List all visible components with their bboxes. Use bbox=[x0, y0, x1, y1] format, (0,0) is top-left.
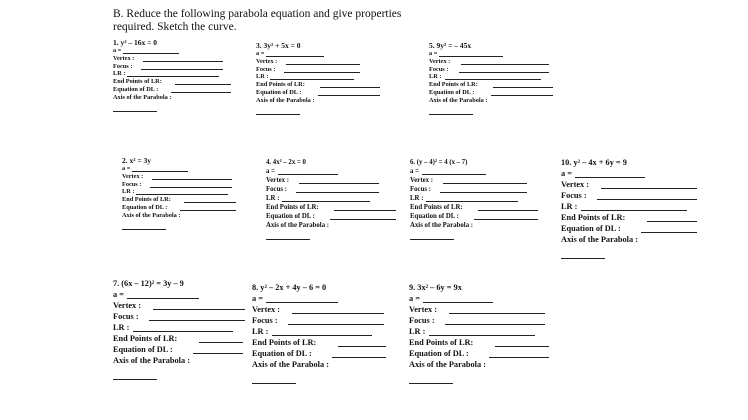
dl-row bbox=[256, 89, 426, 97]
vertex-row bbox=[256, 58, 426, 66]
focus-label: Focus : bbox=[266, 186, 287, 193]
a-answer-line[interactable] bbox=[422, 174, 486, 175]
axis-answer-line[interactable] bbox=[252, 383, 296, 384]
problem-10 bbox=[561, 157, 731, 259]
dl-answer-line[interactable] bbox=[330, 219, 396, 220]
dl-row bbox=[409, 348, 579, 359]
endpoints-answer-line[interactable] bbox=[495, 346, 549, 347]
problem-8 bbox=[252, 282, 404, 384]
axis-label: Axis of the Parabola : bbox=[122, 211, 181, 219]
focus-row bbox=[256, 66, 426, 74]
lr-label: LR : bbox=[113, 70, 126, 78]
endpoints-label: End Points of LR: bbox=[113, 334, 178, 343]
lr-answer-line[interactable] bbox=[429, 335, 535, 336]
problem-equation: 5. 9y² = – 45x bbox=[429, 41, 472, 50]
dl-answer-line[interactable] bbox=[332, 357, 386, 358]
focus-label: Focus : bbox=[410, 186, 431, 193]
focus-answer-line[interactable] bbox=[597, 199, 697, 200]
dl-label: Equation of DL : bbox=[113, 345, 173, 354]
problem-6 bbox=[410, 158, 580, 240]
endpoints-label: End Points of LR: bbox=[429, 81, 478, 89]
axis-answer-line[interactable] bbox=[113, 379, 157, 380]
lr-label: LR : bbox=[561, 202, 578, 211]
a-row bbox=[409, 293, 579, 304]
focus-row bbox=[409, 315, 579, 326]
dl-answer-line[interactable] bbox=[193, 353, 243, 354]
a-label: a = bbox=[409, 294, 420, 303]
focus-row bbox=[561, 190, 731, 201]
problem-equation: 4. 4x² – 2x = 0 bbox=[266, 159, 306, 166]
focus-label: Focus : bbox=[113, 312, 139, 321]
lr-label: LR : bbox=[266, 195, 280, 202]
a-label: a = bbox=[266, 168, 275, 175]
focus-label: Focus : bbox=[561, 191, 587, 200]
endpoints-row bbox=[252, 337, 404, 348]
endpoints-row bbox=[409, 337, 579, 348]
axis-answer-line[interactable] bbox=[429, 114, 473, 115]
dl-row bbox=[429, 89, 599, 97]
dl-label: Equation of DL : bbox=[409, 349, 469, 358]
vertex-label: Vertex : bbox=[113, 54, 135, 62]
instructions-line-2: required. Sketch the curve. bbox=[113, 21, 237, 33]
endpoints-label: End Points of LR: bbox=[266, 204, 319, 211]
axis-answer-line[interactable] bbox=[410, 239, 454, 240]
focus-label: Focus : bbox=[409, 316, 435, 325]
a-answer-line[interactable] bbox=[423, 302, 493, 303]
axis-answer-line[interactable] bbox=[122, 229, 166, 230]
axis-label: Axis of the Parabola : bbox=[113, 93, 172, 101]
focus-answer-line[interactable] bbox=[440, 192, 527, 193]
axis-label: Axis of the Parabola : bbox=[252, 360, 329, 369]
axis-label: Axis of the Parabola : bbox=[561, 235, 638, 244]
axis-answer-line[interactable] bbox=[409, 383, 453, 384]
endpoints-label: End Points of LR: bbox=[122, 196, 171, 204]
axis-row bbox=[429, 97, 599, 105]
lr-row bbox=[410, 194, 580, 203]
a-row bbox=[561, 168, 731, 179]
endpoints-label: End Points of LR: bbox=[113, 78, 162, 86]
lr-row bbox=[409, 326, 579, 337]
focus-answer-line[interactable] bbox=[296, 192, 379, 193]
dl-label: Equation of DL : bbox=[410, 213, 459, 220]
endpoints-row bbox=[256, 81, 426, 89]
dl-label: Equation of DL : bbox=[429, 88, 475, 96]
focus-row bbox=[252, 315, 404, 326]
axis-label: Axis of the Parabola : bbox=[410, 222, 474, 229]
vertex-label: Vertex : bbox=[122, 172, 144, 180]
dl-answer-line[interactable] bbox=[474, 219, 538, 220]
problem-equation: 6. (y – 4)² = 4 (x – 7) bbox=[410, 159, 468, 166]
lr-answer-line[interactable] bbox=[581, 210, 687, 211]
vertex-answer-line[interactable] bbox=[601, 188, 697, 189]
focus-label: Focus : bbox=[256, 65, 276, 73]
dl-label: Equation of DL : bbox=[561, 224, 621, 233]
endpoints-answer-line[interactable] bbox=[199, 342, 243, 343]
axis-row bbox=[561, 234, 731, 245]
vertex-answer-line[interactable] bbox=[153, 309, 245, 310]
lr-label: LR : bbox=[252, 327, 269, 336]
a-label: a = bbox=[410, 168, 419, 175]
a-label: a = bbox=[113, 290, 124, 299]
vertex-row bbox=[410, 176, 580, 185]
problem-equation: 3. 3y² + 5x = 0 bbox=[256, 41, 301, 50]
vertex-label: Vertex : bbox=[113, 301, 142, 310]
problem-5 bbox=[429, 41, 599, 115]
a-label: a = bbox=[113, 47, 122, 54]
lr-answer-line[interactable] bbox=[133, 331, 233, 332]
a-answer-line[interactable] bbox=[266, 302, 338, 303]
a-row bbox=[429, 50, 599, 58]
a-label: a = bbox=[122, 165, 131, 172]
focus-row bbox=[410, 185, 580, 194]
focus-answer-line[interactable] bbox=[445, 324, 545, 325]
problem-3 bbox=[256, 41, 426, 115]
lr-row bbox=[429, 73, 599, 81]
vertex-label: Vertex : bbox=[256, 57, 278, 65]
axis-label: Axis of the Parabola : bbox=[113, 356, 190, 365]
vertex-label: Vertex : bbox=[409, 305, 438, 314]
lr-answer-line[interactable] bbox=[282, 201, 370, 202]
endpoints-label: End Points of LR: bbox=[256, 81, 305, 89]
problem-equation: 9. 3x² – 6y = 9x bbox=[409, 283, 462, 292]
dl-row bbox=[410, 212, 580, 221]
worksheet-header bbox=[113, 8, 401, 34]
problem-equation: 2. x² = 3y bbox=[122, 156, 152, 165]
lr-label: LR : bbox=[113, 323, 130, 332]
axis-row bbox=[410, 221, 580, 230]
lr-row bbox=[252, 326, 404, 337]
endpoints-label: End Points of LR: bbox=[252, 338, 317, 347]
a-answer-line[interactable] bbox=[278, 174, 338, 175]
axis-answer-line[interactable] bbox=[113, 111, 157, 112]
endpoints-label: End Points of LR: bbox=[561, 213, 626, 222]
dl-label: Equation of DL : bbox=[113, 85, 159, 93]
dl-row bbox=[561, 223, 731, 234]
axis-row bbox=[409, 359, 579, 370]
focus-label: Focus : bbox=[429, 65, 449, 73]
dl-label: Equation of DL : bbox=[256, 88, 302, 96]
axis-answer-line[interactable] bbox=[266, 239, 310, 240]
a-row bbox=[410, 167, 580, 176]
problem-8-content bbox=[252, 282, 404, 384]
focus-label: Focus : bbox=[113, 62, 133, 70]
endpoints-answer-line[interactable] bbox=[338, 346, 386, 347]
lr-label: LR : bbox=[410, 195, 424, 202]
endpoints-label: End Points of LR: bbox=[410, 204, 463, 211]
lr-answer-line[interactable] bbox=[272, 335, 372, 336]
dl-label: Equation of DL : bbox=[252, 349, 312, 358]
dl-answer-line[interactable] bbox=[489, 357, 549, 358]
vertex-row bbox=[561, 179, 731, 190]
vertex-label: Vertex : bbox=[252, 305, 281, 314]
vertex-answer-line[interactable] bbox=[292, 313, 384, 314]
axis-answer-line[interactable] bbox=[561, 258, 605, 259]
vertex-row bbox=[429, 58, 599, 66]
lr-answer-line[interactable] bbox=[426, 201, 518, 202]
a-answer-line[interactable] bbox=[575, 177, 645, 178]
vertex-label: Vertex : bbox=[410, 177, 433, 184]
axis-row bbox=[256, 97, 426, 105]
endpoints-answer-line[interactable] bbox=[334, 210, 396, 211]
vertex-answer-line[interactable] bbox=[443, 183, 527, 184]
a-label: a = bbox=[429, 50, 438, 57]
a-label: a = bbox=[561, 169, 572, 178]
endpoints-row bbox=[429, 81, 599, 89]
a-row bbox=[256, 50, 426, 58]
axis-label: Axis of the Parabola : bbox=[409, 360, 486, 369]
lr-label: LR : bbox=[256, 73, 269, 81]
focus-answer-line[interactable] bbox=[288, 324, 384, 325]
dl-label: Equation of DL : bbox=[266, 213, 315, 220]
lr-row bbox=[256, 73, 426, 81]
endpoints-answer-line[interactable] bbox=[478, 210, 538, 211]
problem-equation: 10. y² – 4x + 6y = 9 bbox=[561, 158, 627, 167]
lr-row bbox=[561, 201, 731, 212]
problem-9 bbox=[409, 282, 579, 384]
vertex-answer-line[interactable] bbox=[299, 183, 379, 184]
dl-row bbox=[252, 348, 404, 359]
axis-label: Axis of the Parabola : bbox=[266, 222, 330, 229]
a-row bbox=[252, 293, 404, 304]
endpoints-row bbox=[410, 203, 580, 212]
a-label: a = bbox=[256, 50, 265, 57]
vertex-label: Vertex : bbox=[561, 180, 590, 189]
a-answer-line[interactable] bbox=[127, 298, 199, 299]
vertex-label: Vertex : bbox=[429, 57, 451, 65]
vertex-row bbox=[409, 304, 579, 315]
instructions-line-1: B. Reduce the following parabola equation and give properties bbox=[113, 8, 402, 20]
vertex-label: Vertex : bbox=[266, 177, 289, 184]
dl-answer-line[interactable] bbox=[641, 232, 697, 233]
axis-answer-line[interactable] bbox=[256, 114, 300, 115]
a-label: a = bbox=[252, 294, 263, 303]
focus-row bbox=[429, 66, 599, 74]
endpoints-label: End Points of LR: bbox=[409, 338, 474, 347]
axis-label: Axis of the Parabola : bbox=[429, 96, 488, 104]
lr-label: LR : bbox=[429, 73, 442, 81]
vertex-answer-line[interactable] bbox=[449, 313, 545, 314]
dl-label: Equation of DL : bbox=[122, 203, 168, 211]
vertex-row bbox=[252, 304, 404, 315]
lr-label: LR : bbox=[409, 327, 426, 336]
problem-equation: 1. y² – 16x = 0 bbox=[113, 38, 158, 47]
endpoints-answer-line[interactable] bbox=[647, 221, 697, 222]
focus-answer-line[interactable] bbox=[149, 320, 245, 321]
problem-equation: 8. y² – 2x + 4y – 6 = 0 bbox=[252, 283, 327, 292]
axis-label: Axis of the Parabola : bbox=[256, 96, 315, 104]
focus-label: Focus : bbox=[122, 180, 142, 188]
axis-row bbox=[252, 359, 404, 370]
endpoints-row bbox=[561, 212, 731, 223]
focus-label: Focus : bbox=[252, 316, 278, 325]
problem-equation: 7. (6x – 12)² = 3y – 9 bbox=[113, 279, 184, 288]
lr-label: LR : bbox=[122, 188, 135, 196]
